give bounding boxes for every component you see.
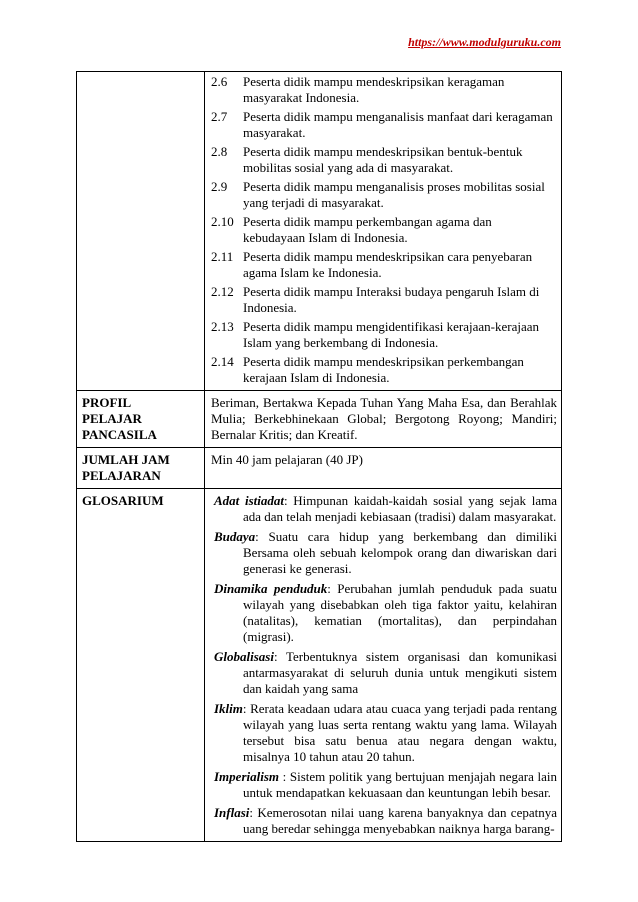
objectives-cell bbox=[205, 72, 562, 391]
glossary-definition: Kemerosotan nilai uang karena banyaknya dan cepatnya uang beredar sehingga menyebabkan naiknya harga barang- bbox=[243, 805, 557, 836]
glosarium-cell bbox=[205, 489, 562, 842]
jumlah-jam-cell bbox=[205, 448, 562, 489]
objective-item bbox=[211, 284, 557, 316]
objective-text: Peserta didik mampu menganalisis manfaat dari keragaman masyarakat. bbox=[243, 109, 553, 140]
profil-pelajar-text: Beriman, Bertakwa Kepada Tuhan Yang Maha Esa, dan Berahlak Mulia; Berkebhinekaan Global; Bergotong Royong; Mandiri; Bernalar Kritis; dan Kreatif. bbox=[211, 395, 557, 442]
objective-item bbox=[211, 74, 557, 106]
glossary-term: Budaya bbox=[214, 529, 256, 544]
objectives-label-cell bbox=[77, 72, 205, 391]
label-line: PROFIL bbox=[82, 395, 132, 410]
profil-pelajar-row bbox=[77, 391, 562, 448]
objective-item bbox=[211, 144, 557, 176]
glossary-definition: Perubahan jumlah penduduk pada suatu wilayah yang disebabkan oleh tiga faktor yaitu, kelahiran (natalitas), kematian (mortalitas), dan perpindahan (migrasi). bbox=[243, 581, 557, 644]
objectives-row bbox=[77, 72, 562, 391]
glossary-definition: Suatu cara hidup yang berkembang dan dimiliki Bersama oleh sebuah kelompok orang dan diwariskan dari generasi ke generasi. bbox=[243, 529, 557, 576]
glosarium-row bbox=[77, 489, 562, 842]
objective-text: Peserta didik mampu mendeskripsikan perkembangan kerajaan Islam di Indonesia. bbox=[243, 354, 524, 385]
glossary-entry bbox=[211, 581, 557, 645]
objective-item bbox=[211, 249, 557, 281]
glossary-separator: : bbox=[283, 493, 288, 508]
glossary-entry bbox=[211, 649, 557, 697]
label-line: PELAJARAN bbox=[82, 468, 161, 483]
jumlah-jam-row bbox=[77, 448, 562, 489]
label-line: JUMLAH JAM bbox=[82, 452, 170, 467]
glossary-separator: : bbox=[255, 529, 259, 544]
glossary-term: Inflasi bbox=[214, 805, 250, 820]
objective-number: 2.8 bbox=[211, 144, 228, 159]
glosarium-label bbox=[77, 489, 205, 842]
objective-number: 2.11 bbox=[211, 249, 234, 264]
lesson-plan-table bbox=[76, 71, 562, 842]
objective-text: Peserta didik mampu menganalisis proses mobilitas sosial yang terjadi di masyarakat. bbox=[243, 179, 545, 210]
glossary-separator: : bbox=[249, 805, 254, 820]
objective-item bbox=[211, 319, 557, 351]
jumlah-jam-label bbox=[77, 448, 205, 489]
objective-text: Peserta didik mampu mendeskripsikan bentuk-bentuk mobilitas sosial yang ada di masyarakat. bbox=[243, 144, 523, 175]
glossary-term: Iklim bbox=[214, 701, 243, 716]
objective-number: 2.12 bbox=[211, 284, 234, 299]
glossary-separator: : bbox=[327, 581, 331, 596]
label-line: PELAJAR bbox=[82, 411, 142, 426]
glossary-entry bbox=[211, 769, 557, 801]
objective-text: Peserta didik mampu mengidentifikasi kerajaan-kerajaan Islam yang berkembang di Indonesia. bbox=[243, 319, 539, 350]
objective-item bbox=[211, 214, 557, 246]
objective-item bbox=[211, 354, 557, 386]
glossary-definition: Himpunan kaidah-kaidah sosial yang sejak lama ada dan telah menjadi kebiasaan (tradisi) dalam masyarakat. bbox=[243, 493, 557, 524]
glossary-entry bbox=[211, 529, 557, 577]
objective-text: Peserta didik mampu Interaksi budaya pengaruh Islam di Indonesia. bbox=[243, 284, 540, 315]
glossary-definition: Sistem politik yang bertujuan menjajah negara lain untuk mendapatkan kekuasaan dan keuntungan lebih besar. bbox=[243, 769, 557, 800]
label-line: PANCASILA bbox=[82, 427, 157, 442]
glossary-separator: : bbox=[279, 769, 287, 784]
glossary-entry bbox=[211, 701, 557, 765]
objective-item bbox=[211, 109, 557, 141]
glossary-definition: Terbentuknya sistem organisasi dan komunikasi antarmasyarakat di seluruh dunia untuk mengikuti sistem dan kaidah yang sama bbox=[243, 649, 557, 696]
glossary-term: Dinamika penduduk bbox=[214, 581, 328, 596]
objective-number: 2.6 bbox=[211, 74, 228, 89]
glossary-term: Imperialism bbox=[214, 769, 280, 784]
objective-number: 2.14 bbox=[211, 354, 234, 369]
objective-text: Peserta didik mampu perkembangan agama dan kebudayaan Islam di Indonesia. bbox=[243, 214, 492, 245]
glossary-term: Globalisasi bbox=[214, 649, 274, 664]
source-url-link[interactable]: https://www.modulguruku.com bbox=[408, 35, 561, 49]
objective-number: 2.10 bbox=[211, 214, 234, 229]
objective-number: 2.13 bbox=[211, 319, 234, 334]
glossary-term: Adat istiadat bbox=[214, 493, 284, 508]
objective-number: 2.9 bbox=[211, 179, 228, 194]
objective-number: 2.7 bbox=[211, 109, 228, 124]
objective-text: Peserta didik mampu mendeskripsikan cara penyebaran agama Islam ke Indonesia. bbox=[243, 249, 533, 280]
profil-pelajar-label bbox=[77, 391, 205, 448]
glossary-separator: : bbox=[242, 701, 247, 716]
glossary-definition: Rerata keadaan udara atau cuaca yang terjadi pada rentang wilayah yang luas serta rentang waktu yang lama. Wilayah tersebut bisa satu benua atau negara dengan waktu, misalnya 10 tahun atau 20 tahun. bbox=[243, 701, 557, 764]
jumlah-jam-text: Min 40 jam pelajaran (40 JP) bbox=[211, 452, 363, 467]
glossary-entry bbox=[211, 493, 557, 525]
objective-item bbox=[211, 179, 557, 211]
profil-pelajar-cell bbox=[205, 391, 562, 448]
objective-text: Peserta didik mampu mendeskripsikan keragaman masyarakat Indonesia. bbox=[243, 74, 505, 105]
glossary-entry bbox=[211, 805, 557, 837]
glossary-separator: : bbox=[273, 649, 278, 664]
label-line: GLOSARIUM bbox=[82, 493, 164, 508]
